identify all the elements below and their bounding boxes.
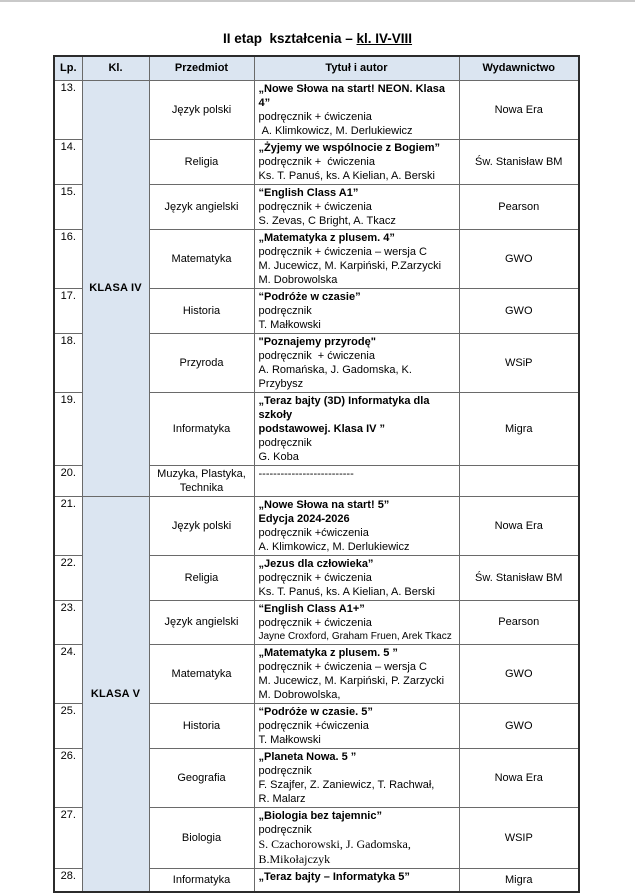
lp-cell: 14.: [54, 139, 82, 184]
lp-cell: 13.: [54, 80, 82, 139]
przedmiot-cell: Język angielski: [149, 184, 254, 229]
title-author-cell: [254, 600, 459, 644]
title-author-cell: [254, 644, 459, 703]
lp-cell: 25.: [54, 703, 82, 748]
title-line: podręcznik + ćwiczenia: [258, 110, 372, 123]
title-line: podręcznik + ćwiczenia: [258, 616, 372, 629]
title-line: M. Dobrowolska: [258, 273, 338, 286]
title-line: "Poznajemy przyrodę": [258, 335, 376, 348]
lp-cell: 26.: [54, 748, 82, 807]
lp-cell: 15.: [54, 184, 82, 229]
header-tytul-autor: Tytuł i autor: [254, 56, 459, 80]
title-line: A. Romańska, J. Gadomska, K. Przybysz: [258, 363, 416, 390]
title-author-cell: [254, 748, 459, 807]
przedmiot-cell: Informatyka: [149, 868, 254, 892]
lp-cell: 18.: [54, 333, 82, 392]
przedmiot-cell: Język polski: [149, 496, 254, 555]
lp-cell: 24.: [54, 644, 82, 703]
header-row: [54, 56, 579, 80]
title-line: „Teraz bajty – Informatyka 5”: [258, 870, 410, 883]
przedmiot-cell: Biologia: [149, 807, 254, 868]
title-author-cell: [254, 496, 459, 555]
publisher-cell: WSiP: [459, 333, 579, 392]
title-line: podręcznik + ćwiczenia: [258, 155, 375, 168]
title-line: „Nowe Słowa na start! NEON. Klasa 4”: [258, 82, 448, 109]
title-line: --------------------------: [258, 467, 354, 480]
title-author-cell: [254, 868, 459, 892]
title-line: podstawowej. Klasa IV ”: [258, 422, 386, 435]
title-author-cell: [254, 555, 459, 600]
lp-cell: 23.: [54, 600, 82, 644]
lp-cell: 22.: [54, 555, 82, 600]
publisher-cell: GWO: [459, 703, 579, 748]
lp-cell: 21.: [54, 496, 82, 555]
header-przedmiot: Przedmiot: [149, 56, 254, 80]
title-line: “Podróże w czasie”: [258, 290, 361, 303]
przedmiot-cell: Religia: [149, 139, 254, 184]
przedmiot-cell: Język polski: [149, 80, 254, 139]
title-author-cell: [254, 184, 459, 229]
lp-cell: 19.: [54, 392, 82, 465]
title-author-cell: [254, 392, 459, 465]
klasa-cell: KLASA V: [82, 496, 149, 892]
lp-cell: 28.: [54, 868, 82, 892]
title-line: F. Szajfer, Z. Zaniewicz, T. Rachwał,: [258, 778, 435, 791]
title-line: “English Class A1+”: [258, 602, 365, 615]
publisher-cell: Migra: [459, 868, 579, 892]
title-author-cell: [254, 80, 459, 139]
title-line: podręcznik: [258, 436, 312, 449]
przedmiot-cell: Religia: [149, 555, 254, 600]
przedmiot-cell: Muzyka, Plastyka, Technika: [149, 465, 254, 496]
title-author-cell: [254, 465, 459, 496]
title-line: „Matematyka z plusem. 4”: [258, 231, 395, 244]
title-line: „Nowe Słowa na start! 5”: [258, 498, 390, 511]
header-lp: Lp.: [54, 56, 82, 80]
title-line: „Teraz bajty (3D) Informatyka dla szkoły: [258, 394, 433, 421]
title-line: R. Malarz: [258, 792, 306, 805]
przedmiot-cell: Matematyka: [149, 229, 254, 288]
publisher-cell: Nowa Era: [459, 748, 579, 807]
table-row: [54, 80, 579, 139]
title-line: S. Zevas, C Bright, A. Tkacz: [258, 214, 396, 227]
publisher-cell: WSIP: [459, 807, 579, 868]
title-line: podręcznik: [258, 823, 312, 836]
title-line: podręcznik + ćwiczenia: [258, 571, 372, 584]
page-title: [0, 31, 635, 46]
przedmiot-cell: Geografia: [149, 748, 254, 807]
przedmiot-cell: Informatyka: [149, 392, 254, 465]
publisher-cell: Nowa Era: [459, 496, 579, 555]
page-top-edge: [0, 0, 635, 2]
table-body: [54, 80, 579, 892]
lp-cell: 20.: [54, 465, 82, 496]
title-line: podręcznik + ćwiczenia – wersja C: [258, 245, 427, 258]
title-line: „Planeta Nowa. 5 ”: [258, 750, 357, 763]
publisher-cell: Nowa Era: [459, 80, 579, 139]
title-line: M. Dobrowolska,: [258, 688, 341, 701]
title-line: „Żyjemy we wspólnocie z Bogiem”: [258, 141, 441, 154]
title-line: G. Koba: [258, 450, 299, 463]
przedmiot-cell: Historia: [149, 703, 254, 748]
title-line: podręcznik +ćwiczenia: [258, 526, 369, 539]
page-title-class-range: kl. IV-VIII: [356, 31, 413, 46]
publisher-cell: GWO: [459, 288, 579, 333]
title-line: „Biologia bez tajemnic”: [258, 809, 382, 822]
title-line: podręcznik + ćwiczenia: [258, 349, 375, 362]
przedmiot-cell: Język angielski: [149, 600, 254, 644]
title-line: Jayne Croxford, Graham Fruen, Arek Tkacz: [258, 630, 452, 642]
publisher-cell: Pearson: [459, 184, 579, 229]
title-line: “English Class A1”: [258, 186, 359, 199]
booklist-table: [53, 55, 580, 893]
przedmiot-cell: Historia: [149, 288, 254, 333]
title-line: M. Jucewicz, M. Karpiński, P.Zarzycki: [258, 259, 442, 272]
publisher-cell: GWO: [459, 229, 579, 288]
title-line: podręcznik: [258, 764, 312, 777]
title-author-cell: [254, 229, 459, 288]
title-line: podręcznik +ćwiczenia: [258, 719, 369, 732]
klasa-cell: KLASA IV: [82, 80, 149, 496]
title-line: „Matematyka z plusem. 5 ”: [258, 646, 398, 659]
title-line: podręcznik: [258, 304, 312, 317]
header-kl: Kl.: [82, 56, 149, 80]
title-line: podręcznik + ćwiczenia – wersja C: [258, 660, 427, 673]
title-line: “Podróże w czasie. 5”: [258, 705, 373, 718]
lp-cell: 17.: [54, 288, 82, 333]
title-line: M. Jucewicz, M. Karpiński, P. Zarzycki: [258, 674, 445, 687]
title-line: „Jezus dla człowieka”: [258, 557, 374, 570]
publisher-cell: Św. Stanisław BM: [459, 555, 579, 600]
title-line: B.Mikołajczyk: [258, 851, 331, 866]
title-line: Ks. T. Panuś, ks. A Kielian, A. Berski: [258, 169, 435, 182]
publisher-cell: [459, 465, 579, 496]
title-author-cell: [254, 139, 459, 184]
title-author-cell: [254, 807, 459, 868]
title-line: A. Klimkowicz, M. Derlukiewicz: [258, 540, 410, 553]
title-author-cell: [254, 703, 459, 748]
przedmiot-cell: Matematyka: [149, 644, 254, 703]
title-author-cell: [254, 333, 459, 392]
title-author-cell: [254, 288, 459, 333]
title-line: Edycja 2024-2026: [258, 512, 350, 525]
lp-cell: 27.: [54, 807, 82, 868]
publisher-cell: Migra: [459, 392, 579, 465]
lp-cell: 16.: [54, 229, 82, 288]
publisher-cell: Pearson: [459, 600, 579, 644]
title-line: A. Klimkowicz, M. Derlukiewicz: [258, 124, 413, 137]
title-line: Ks. T. Panuś, ks. A Kielian, A. Berski: [258, 585, 435, 598]
przedmiot-cell: Przyroda: [149, 333, 254, 392]
header-wydawnictwo: Wydawnictwo: [459, 56, 579, 80]
publisher-cell: GWO: [459, 644, 579, 703]
table-row: [54, 496, 579, 555]
publisher-cell: Św. Stanisław BM: [459, 139, 579, 184]
title-line: S. Czachorowski, J. Gadomska,: [258, 836, 411, 851]
title-line: T. Małkowski: [258, 318, 321, 331]
title-line: T. Małkowski: [258, 733, 321, 746]
page-title-main: II etap kształcenia –: [222, 31, 357, 46]
title-line: podręcznik + ćwiczenia: [258, 200, 372, 213]
